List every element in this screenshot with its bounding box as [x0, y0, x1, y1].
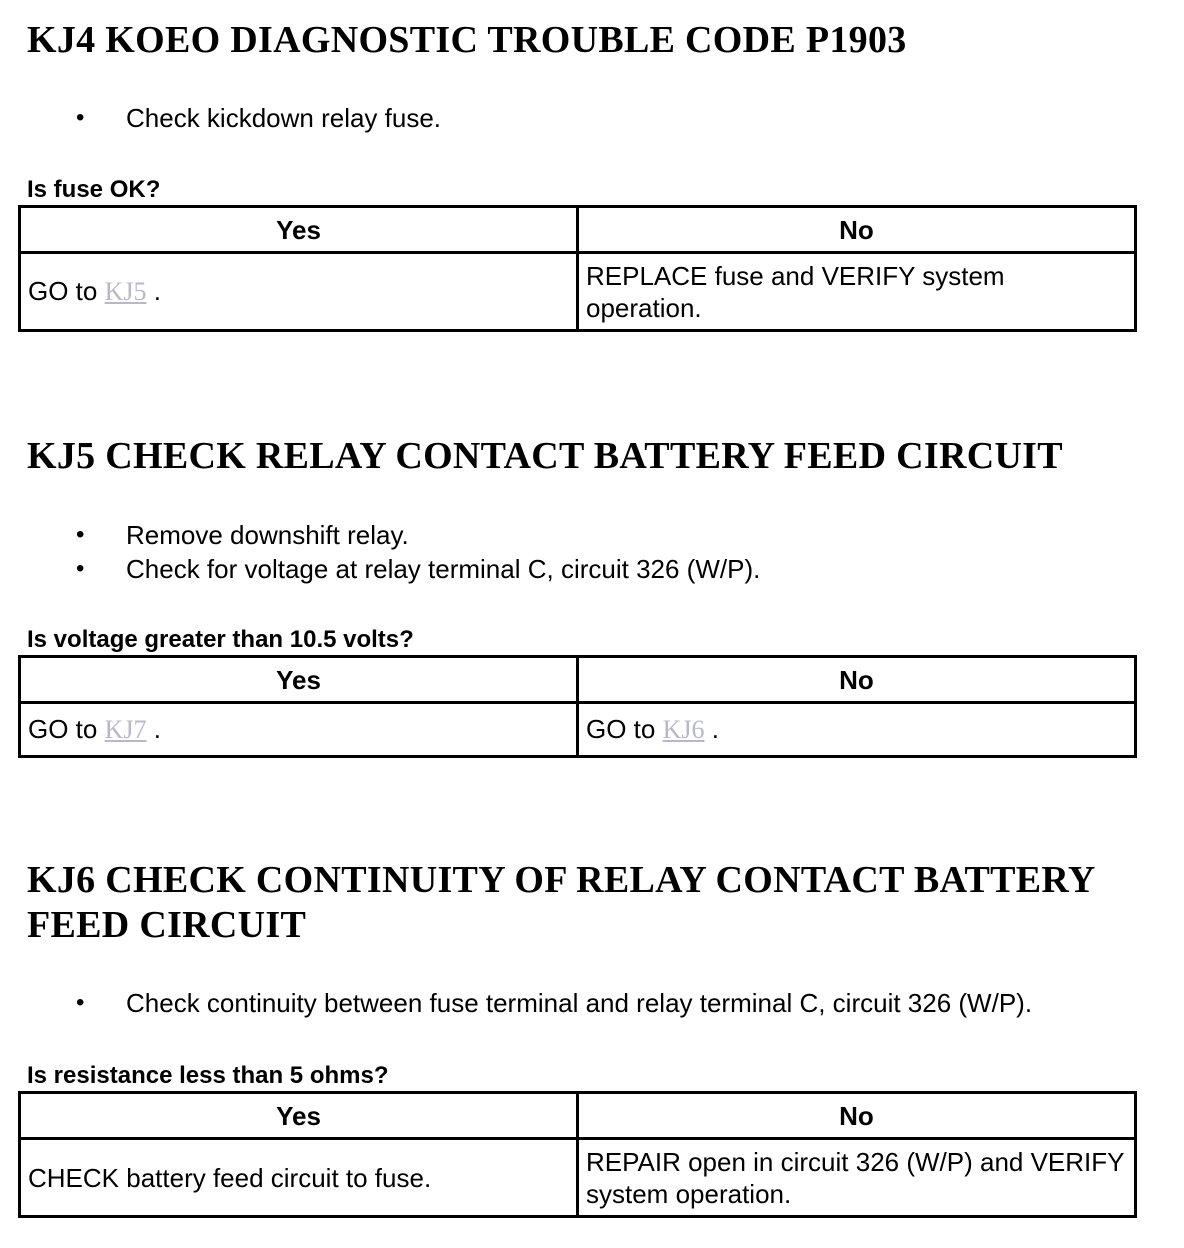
- yes-header: Yes: [20, 657, 578, 703]
- no-header: No: [578, 207, 1136, 253]
- link-kj6[interactable]: KJ6: [662, 715, 705, 744]
- no-cell: REPAIR open in circuit 326 (W/P) and VERIFY system operation.: [578, 1139, 1136, 1217]
- bullet-icon: •: [76, 521, 85, 548]
- kj6-answer-table: [18, 1091, 1137, 1218]
- yes-header: Yes: [20, 207, 578, 253]
- no-cell: REPLACE fuse and VERIFY system operation.: [578, 253, 1136, 331]
- kj6-heading-line2: FEED CIRCUIT: [27, 904, 307, 946]
- no-header: No: [578, 1093, 1136, 1139]
- kj4-answer-table: [18, 205, 1137, 332]
- kj4-question: Is fuse OK?: [27, 176, 161, 203]
- kj5-heading: KJ5 CHECK RELAY CONTACT BATTERY FEED CIRCUIT: [27, 435, 1063, 477]
- yes-cell: CHECK battery feed circuit to fuse.: [20, 1139, 578, 1217]
- kj6-heading-line1: KJ6 CHECK CONTINUITY OF RELAY CONTACT BATTERY: [27, 859, 1096, 901]
- yes-header: Yes: [20, 1093, 578, 1139]
- link-kj5[interactable]: KJ5: [104, 277, 147, 306]
- bullet-icon: •: [76, 555, 85, 582]
- kj5-answer-table: [18, 655, 1137, 758]
- yes-cell: GO to KJ7 .: [20, 703, 578, 757]
- yes-cell: GO to KJ5 .: [20, 253, 578, 331]
- kj4-heading: KJ4 KOEO DIAGNOSTIC TROUBLE CODE P1903: [27, 19, 907, 61]
- link-kj7[interactable]: KJ7: [104, 715, 147, 744]
- bullet-icon: •: [76, 989, 85, 1016]
- bullet-icon: •: [76, 104, 85, 131]
- no-header: No: [578, 657, 1136, 703]
- kj6-question: Is resistance less than 5 ohms?: [27, 1062, 389, 1089]
- kj5-question: Is voltage greater than 10.5 volts?: [27, 626, 414, 653]
- no-cell: GO to KJ6 .: [578, 703, 1136, 757]
